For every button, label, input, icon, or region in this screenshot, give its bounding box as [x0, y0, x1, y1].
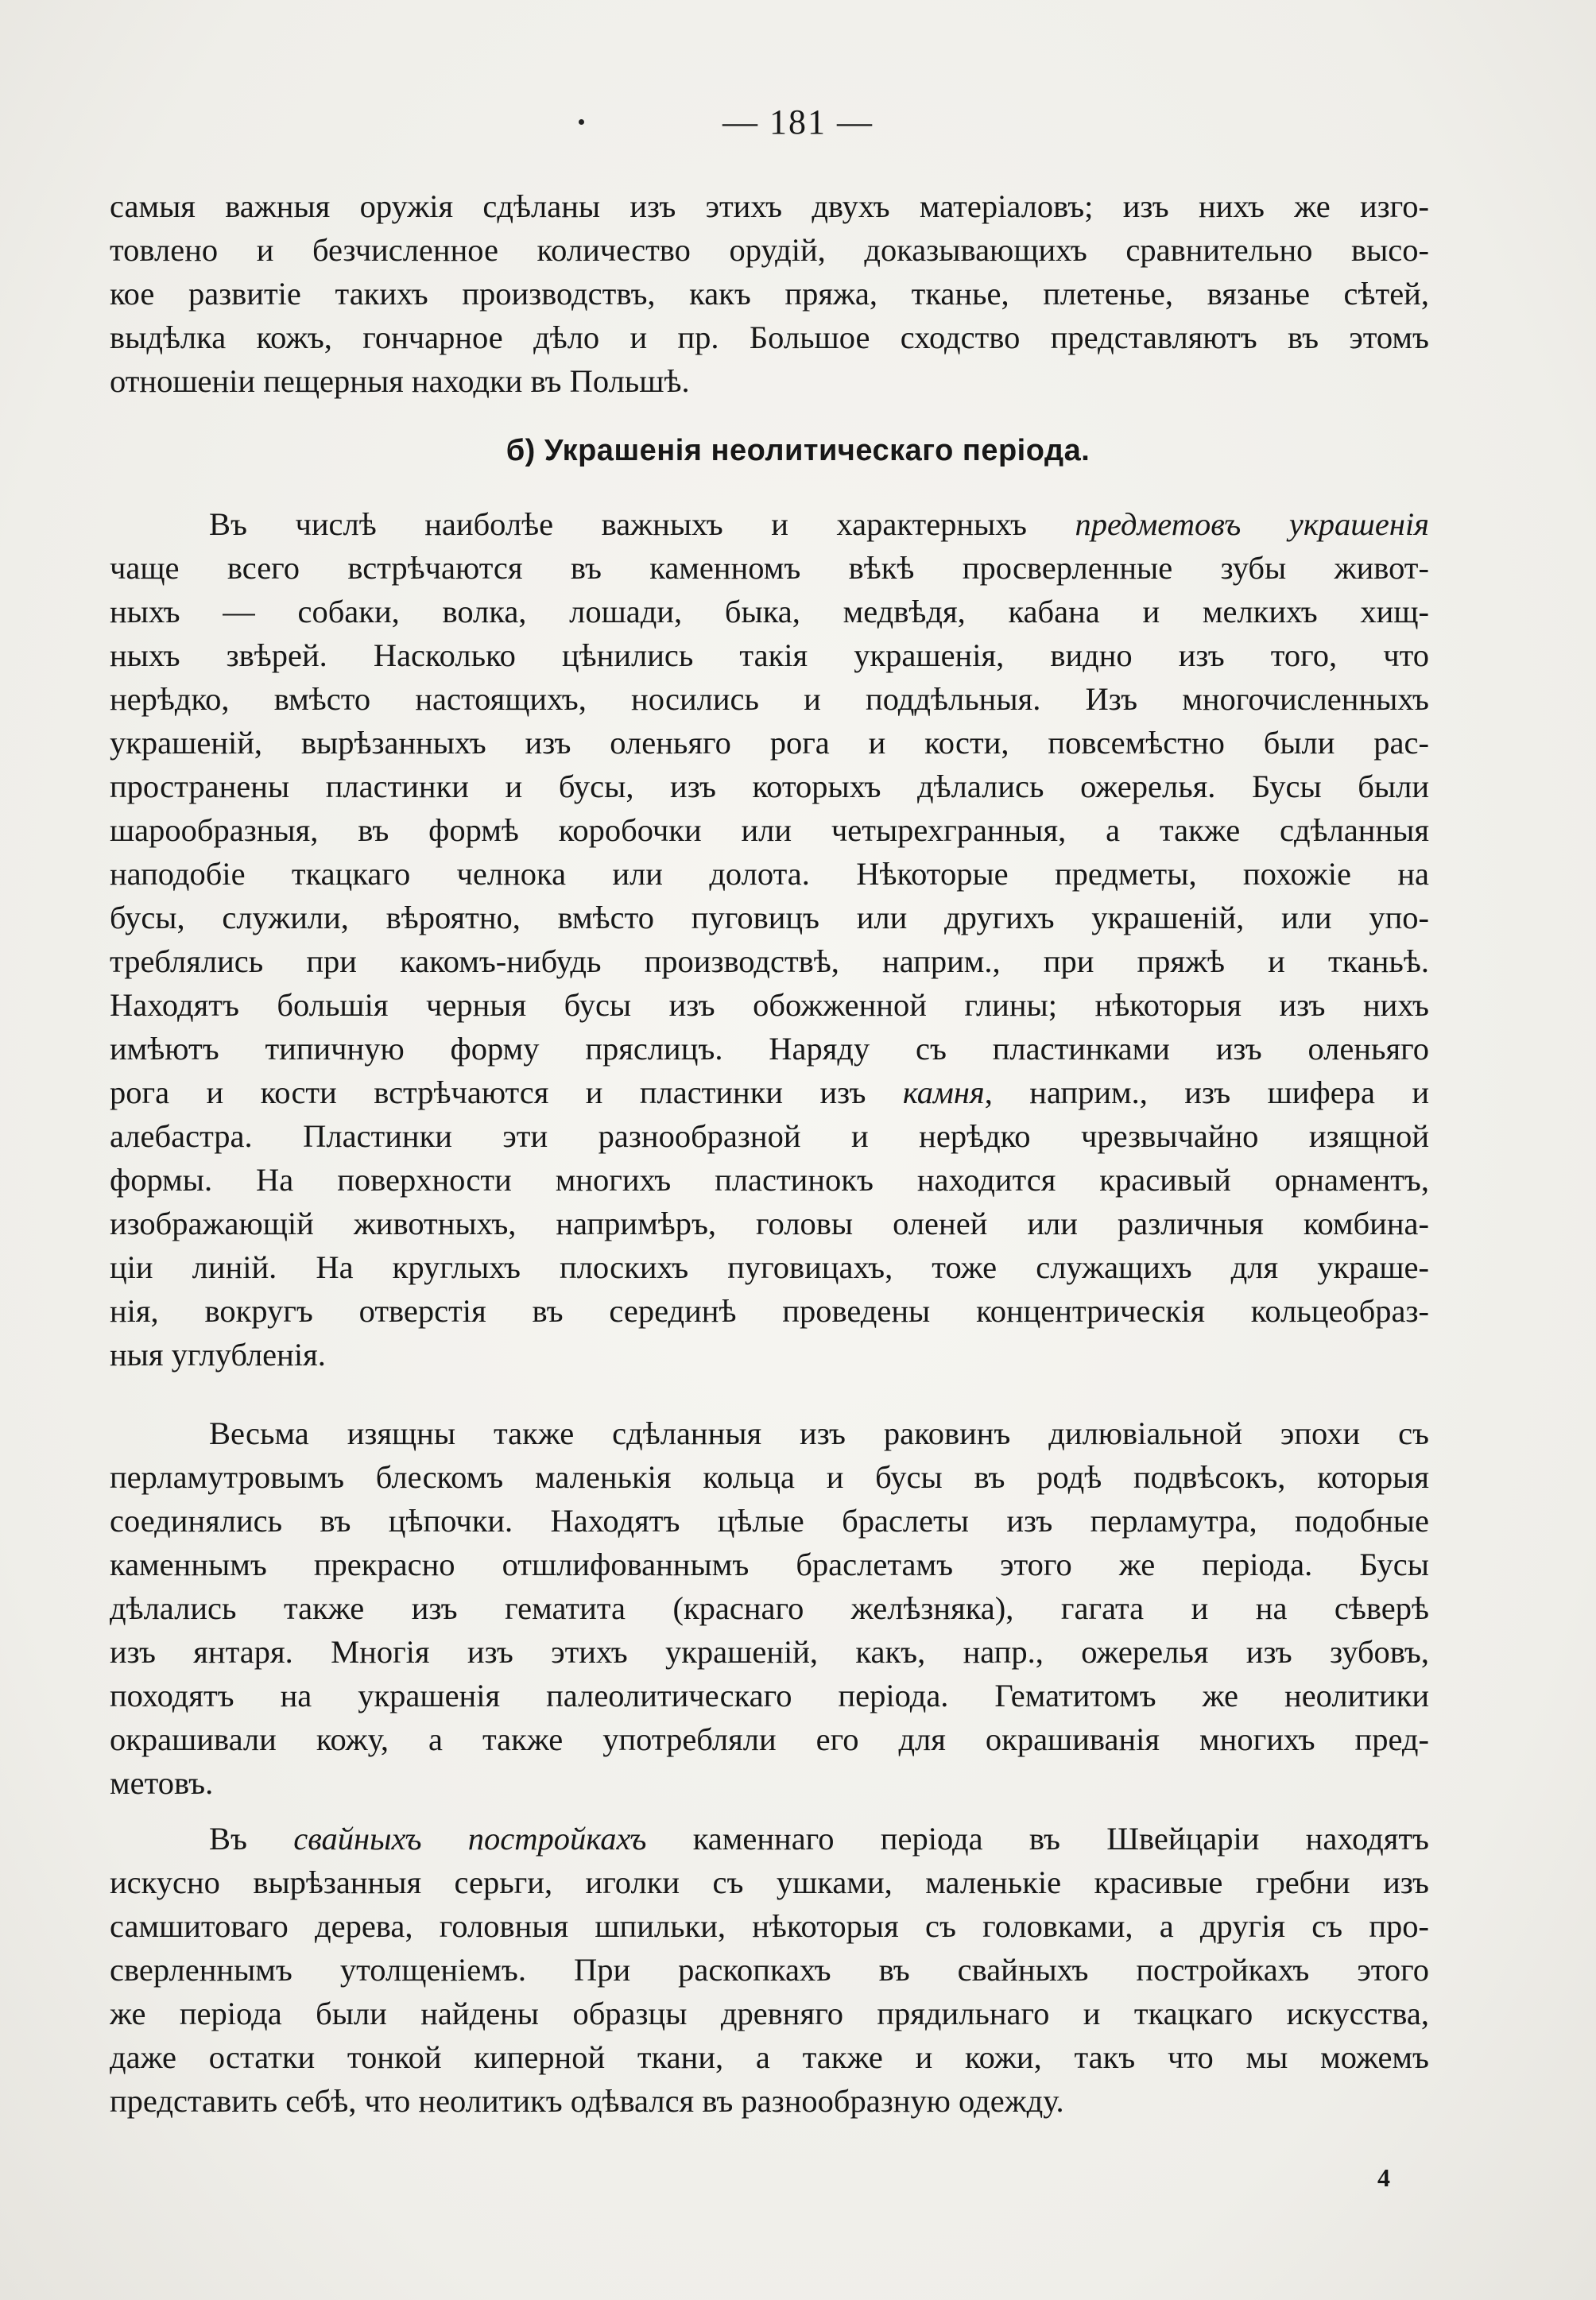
text-line: наподобіе ткацкаго челнока или долота. Нѣкоторые предметы, похожіе на [110, 856, 1429, 892]
text-line: отношеніи пещерныя находки въ Польшѣ. [110, 363, 690, 399]
text-line [110, 1071, 1429, 1114]
emphasis-text: камня [902, 1074, 985, 1110]
text-line: алебастра. Пластинки эти разнообразной и нерѣдко чрезвычайно изящной [110, 1118, 1429, 1154]
shells-paragraph [110, 1411, 1429, 1805]
text-line: соединялись въ цѣпочки. Находятъ цѣлые браслеты изъ перламутра, подобные [110, 1503, 1429, 1539]
text-line [110, 1817, 1429, 1861]
text-line: нерѣдко, вмѣсто настоящихъ, носились и поддѣльныя. Изъ многочисленныхъ [110, 681, 1429, 717]
text-line: сверленнымъ утолщеніемъ. При раскопкахъ въ свайныхъ постройкахъ этого [110, 1952, 1429, 1988]
text-line: формы. На поверхности многихъ пластинокъ находится красивый орнаментъ, [110, 1162, 1429, 1198]
text-line: представить себѣ, что неолитикъ одѣвался въ разнообразную одежду. [110, 2083, 1064, 2119]
text-line: искусно вырѣзанныя серьги, иголки съ ушками, маленькіе красивые гребни изъ [110, 1864, 1429, 1900]
text-line: чаще всего встрѣчаются въ каменномъ вѣкѣ просверленные зубы живот- [110, 550, 1429, 586]
text-run: Въ [209, 1821, 294, 1857]
text-line: выдѣлка кожъ, гончарное дѣло и пр. Большое сходство представляютъ въ этомъ [110, 319, 1429, 355]
text-line: перламутровымъ блескомъ маленькія кольца и бусы въ родѣ подвѣсокъ, которыя [110, 1459, 1429, 1495]
text-line: ныхъ звѣрей. Насколько цѣнились такія украшенія, видно изъ того, что [110, 637, 1429, 673]
text-line: изъ янтаря. Многія изъ этихъ украшеній, какъ, напр., ожерелья изъ зубовъ, [110, 1634, 1429, 1670]
intro-paragraph [110, 184, 1429, 403]
text-line: пространены пластинки и бусы, изъ которыхъ дѣлались ожерелья. Бусы были [110, 769, 1429, 804]
text-line: бусы, служили, вѣроятно, вмѣсто пуговицъ или другихъ украшеній, или упо- [110, 900, 1429, 935]
text-run: Въ числѣ наиболѣе важныхъ и характерныхъ [209, 506, 1075, 542]
section-heading: б) Украшенія неолитическаго періода. [506, 434, 1090, 467]
text-line: дѣлались также изъ гематита (краснаго желѣзняка), гагата и на сѣверѣ [110, 1590, 1429, 1626]
emphasis-text: свайныхъ постройкахъ [293, 1821, 647, 1857]
pile-dwellings-paragraph [110, 1817, 1429, 2123]
text-line: изображающій животныхъ, напримѣръ, головы оленей или различныя комбина- [110, 1206, 1429, 1241]
text-line: украшеній, вырѣзанныхъ изъ оленьяго рога и кости, повсемѣстно были рас- [110, 725, 1429, 761]
emphasis-text: предметовъ украшенія [1075, 506, 1429, 542]
text-line: самшитоваго дерева, головныя шпильки, нѣкоторыя съ головками, а другія съ про- [110, 1908, 1429, 1944]
page-header [0, 102, 1596, 142]
text-run: рога и кости встрѣчаются и пластинки изъ [110, 1074, 903, 1110]
text-line: товлено и безчисленное количество орудій, доказывающихъ сравнительно высо- [110, 232, 1429, 268]
signature-mark: 4 [1377, 2163, 1390, 2192]
text-line: даже остатки тонкой киперной ткани, а также и кожи, такъ что мы можемъ [110, 2039, 1429, 2075]
text-line: метовъ. [110, 1765, 214, 1801]
text-line: ціи линій. На круглыхъ плоскихъ пуговицахъ, тоже служащихъ для украше- [110, 1249, 1429, 1285]
text-line: самыя важныя оружія сдѣланы изъ этихъ двухъ матеріаловъ; изъ нихъ же изго- [110, 188, 1429, 224]
text-line: же періода были найдены образцы древняго прядильнаго и ткацкаго искусства, [110, 1996, 1429, 2031]
text-line: треблялись при какомъ-нибудь производствѣ, наприм., при пряжѣ и тканьѣ. [110, 943, 1429, 979]
text-line: Весьма изящны также сдѣланныя изъ раковинъ дилювіальной эпохи съ [209, 1415, 1429, 1451]
text-line: имѣютъ типичную форму пряслицъ. Наряду съ пластинками изъ оленьяго [110, 1031, 1429, 1067]
header-dot [579, 119, 584, 125]
text-line: ныхъ — собаки, волка, лошади, быка, медвѣдя, кабана и мелкихъ хищ- [110, 594, 1429, 629]
text-line: нія, вокругъ отверстія въ серединѣ проведены концентрическія кольцеобраз- [110, 1293, 1429, 1329]
text-line: кое развитіе такихъ производствъ, какъ пряжа, тканье, плетенье, вязанье сѣтей, [110, 276, 1429, 312]
text-line: шарообразныя, въ формѣ коробочки или четырехгранныя, а также сдѣланныя [110, 812, 1429, 848]
ornaments-paragraph [110, 502, 1429, 1377]
text-line: каменнымъ прекрасно отшлифованнымъ браслетамъ этого же періода. Бусы [110, 1547, 1429, 1582]
page-number: — 181 — [722, 103, 874, 141]
text-line: ныя углубленія. [110, 1337, 326, 1373]
text-line: походятъ на украшенія палеолитическаго періода. Гематитомъ же неолитики [110, 1678, 1429, 1713]
text-line: окрашивали кожу, а также употребляли его для окрашиванія многихъ пред- [110, 1721, 1429, 1757]
text-line [110, 502, 1429, 546]
text-run: каменнаго періода въ Швейцаріи находятъ [646, 1821, 1429, 1857]
text-run: , наприм., изъ шифера и [984, 1074, 1429, 1110]
text-line: Находятъ большія черныя бусы изъ обожженной глины; нѣкоторыя изъ нихъ [110, 987, 1429, 1023]
